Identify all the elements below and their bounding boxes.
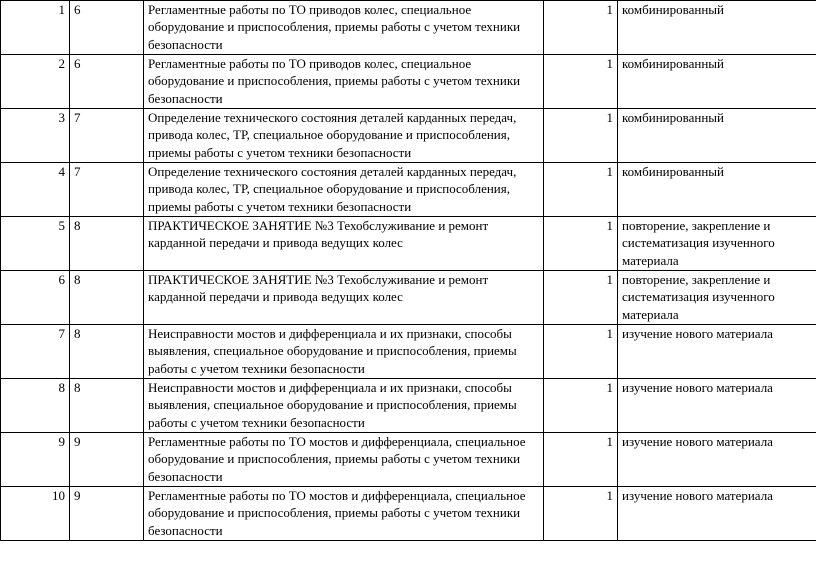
topic-cell: Регламентные работы по ТО приводов колес, специальное оборудование и приспособления, приемы работы с учетом техники безопасности [144, 55, 544, 109]
topic-cell: Регламентные работы по ТО приводов колес, специальное оборудование и приспособления, приемы работы с учетом техники безопасности [144, 1, 544, 55]
lesson-number-cell: 8 [70, 271, 144, 325]
row-number-cell: 2 [1, 55, 70, 109]
lesson-type-cell: комбинированный [618, 1, 816, 55]
lesson-number-cell: 9 [70, 487, 144, 541]
table-row [1, 433, 816, 487]
lesson-type-cell: комбинированный [618, 163, 816, 217]
lesson-number-cell: 7 [70, 163, 144, 217]
row-number-cell: 6 [1, 271, 70, 325]
row-number-cell: 5 [1, 217, 70, 271]
lesson-number-cell: 8 [70, 217, 144, 271]
lesson-type-cell: повторение, закрепление и систематизация изученного материала [618, 271, 816, 325]
lesson-number-cell: 8 [70, 379, 144, 433]
row-number-cell: 3 [1, 109, 70, 163]
hours-cell: 1 [544, 487, 618, 541]
lesson-number-cell: 7 [70, 109, 144, 163]
lesson-type-cell: комбинированный [618, 55, 816, 109]
row-number-cell: 9 [1, 433, 70, 487]
lesson-type-cell: изучение нового материала [618, 325, 816, 379]
lesson-type-cell: повторение, закрепление и систематизация изученного материала [618, 217, 816, 271]
table-row [1, 487, 816, 541]
lesson-number-cell: 6 [70, 55, 144, 109]
hours-cell: 1 [544, 163, 618, 217]
hours-cell: 1 [544, 271, 618, 325]
hours-cell: 1 [544, 325, 618, 379]
lesson-type-cell: изучение нового материала [618, 433, 816, 487]
row-number-cell: 8 [1, 379, 70, 433]
hours-cell: 1 [544, 109, 618, 163]
hours-cell: 1 [544, 433, 618, 487]
hours-cell: 1 [544, 1, 618, 55]
table-row [1, 1, 816, 55]
table-row [1, 379, 816, 433]
table-row [1, 271, 816, 325]
lesson-number-cell: 6 [70, 1, 144, 55]
lesson-number-cell: 9 [70, 433, 144, 487]
lesson-type-cell: изучение нового материала [618, 379, 816, 433]
row-number-cell: 1 [1, 1, 70, 55]
hours-cell: 1 [544, 379, 618, 433]
topic-cell: Регламентные работы по ТО мостов и дифференциала, специальное оборудование и приспособления, приемы работы с учетом техники безопасности [144, 487, 544, 541]
topic-cell: Определение технического состояния деталей карданных передач, привода колес, ТР, специальное оборудование и приспособления, приемы работы с учетом техники безопасности [144, 109, 544, 163]
table-row [1, 217, 816, 271]
lesson-plan-body [1, 1, 816, 541]
hours-cell: 1 [544, 55, 618, 109]
topic-cell: ПРАКТИЧЕСКОЕ ЗАНЯТИЕ №3 Техобслуживание и ремонт карданной передачи и привода ведущих колес [144, 217, 544, 271]
row-number-cell: 4 [1, 163, 70, 217]
hours-cell: 1 [544, 217, 618, 271]
table-row [1, 55, 816, 109]
topic-cell: Определение технического состояния деталей карданных передач, привода колес, ТР, специальное оборудование и приспособления, приемы работы с учетом техники безопасности [144, 163, 544, 217]
table-row [1, 163, 816, 217]
row-number-cell: 7 [1, 325, 70, 379]
topic-cell: ПРАКТИЧЕСКОЕ ЗАНЯТИЕ №3 Техобслуживание и ремонт карданной передачи и привода ведущих колес [144, 271, 544, 325]
topic-cell: Неисправности мостов и дифференциала и их признаки, способы выявления, специальное оборудование и приспособления, приемы работы с учетом техники безопасности [144, 379, 544, 433]
lesson-number-cell: 8 [70, 325, 144, 379]
row-number-cell: 10 [1, 487, 70, 541]
topic-cell: Регламентные работы по ТО мостов и дифференциала, специальное оборудование и приспособления, приемы работы с учетом техники безопасности [144, 433, 544, 487]
table-row [1, 109, 816, 163]
topic-cell: Неисправности мостов и дифференциала и их признаки, способы выявления, специальное оборудование и приспособления, приемы работы с учетом техники безопасности [144, 325, 544, 379]
lesson-type-cell: комбинированный [618, 109, 816, 163]
table-row [1, 325, 816, 379]
lesson-type-cell: изучение нового материала [618, 487, 816, 541]
